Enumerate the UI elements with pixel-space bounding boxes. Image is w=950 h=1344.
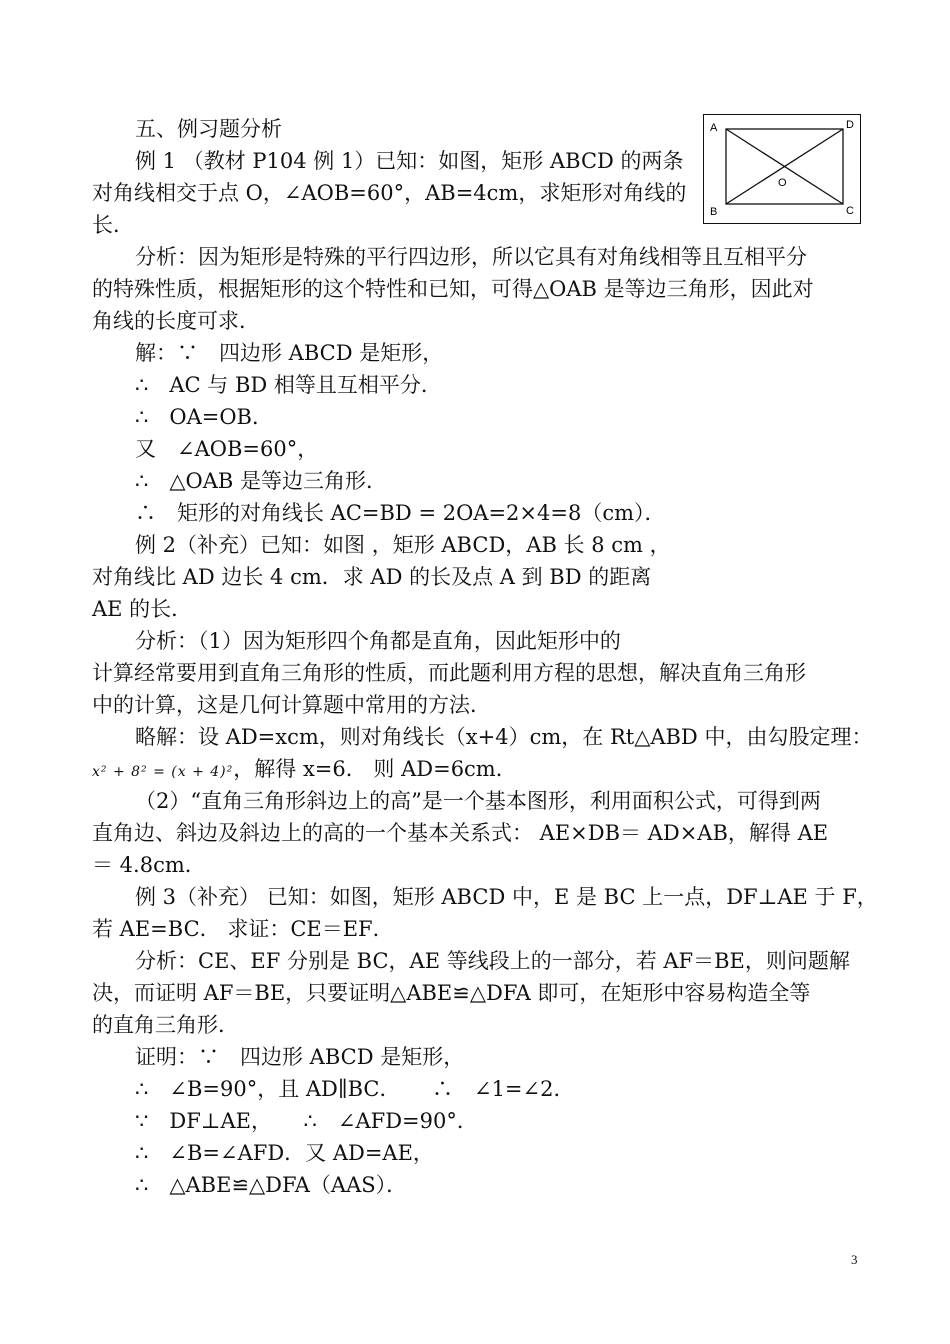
- vertex-label-c: C: [846, 205, 854, 217]
- equation-formula: x² + 8² = (x + 4)²: [92, 764, 234, 780]
- solution-step: ∴ △OAB 是等边三角形．: [135, 469, 387, 493]
- equation-line: [92, 754, 517, 787]
- vertex-label-b: B: [710, 206, 718, 218]
- text-line: 的特殊性质，根据矩形的这个特性和已知，可得△OAB 是等边三角形，因此对: [92, 277, 814, 301]
- analysis-paragraph: 分析：CE、EF 分别是 BC，AE 等线段上的一部分，若 AF＝BE，则问题解: [135, 949, 850, 973]
- figure-frame: [704, 115, 861, 224]
- solution-step: ∴ 矩形的对角线长 AC=BD = 2OA=2×4=8（cm）．: [135, 501, 666, 525]
- text-line: 中的计算，这是几何计算题中常用的方法．: [92, 693, 491, 717]
- center-label-o: O: [778, 177, 787, 189]
- proof-step: ∴ △ABE≌△DFA（AAS）．: [135, 1173, 408, 1197]
- text-line: 角线的长度可求．: [92, 309, 260, 333]
- solution-step: 解：∵ 四边形 ABCD 是矩形，: [135, 341, 444, 365]
- proof-step: 证明：∵ 四边形 ABCD 是矩形，: [135, 1045, 465, 1069]
- text-line: ＝ 4.8cm．: [92, 853, 206, 877]
- text-line: 的直角三角形．: [92, 1013, 239, 1037]
- solution-step: ∴ OA=OB．: [135, 405, 273, 429]
- proof-step: ∵ DF⊥AE， ∴ ∠AFD=90°．: [135, 1109, 478, 1133]
- text-line: 决，而证明 AF＝BE，只要证明△ABE≌△DFA 即可，在矩形中容易构造全等: [92, 981, 811, 1005]
- rectangle-diagram: [703, 114, 861, 224]
- section-heading: 五、例习题分析: [135, 117, 282, 141]
- text-line: 长．: [92, 213, 134, 237]
- equation-result: ，解得 x=6． 则 AD=6cm．: [233, 757, 517, 781]
- vertex-label-a: A: [710, 122, 718, 134]
- text-line: 计算经常要用到直角三角形的性质，而此题利用方程的思想，解决直角三角形: [92, 661, 806, 685]
- text-line: 对角线相交于点 O，∠AOB=60°，AB=4cm，求矩形对角线的: [92, 181, 687, 205]
- part-2-paragraph: （2）“直角三角形斜边上的高”是一个基本图形，利用面积公式，可得到两: [135, 789, 821, 813]
- proof-step: ∴ ∠B=∠AFD．又 AD=AE，: [135, 1141, 434, 1165]
- text-line: 直角边、斜边及斜边上的高的一个基本关系式： AE×DB＝ AD×AB，解得 AE: [92, 821, 829, 845]
- text-line: AE 的长．: [92, 597, 193, 621]
- solution-step: ∴ AC 与 BD 相等且互相平分．: [135, 373, 442, 397]
- solution-step: 又 ∠AOB=60°，: [135, 437, 319, 461]
- text-line: 若 AE=BC． 求证：CE＝EF．: [92, 917, 394, 941]
- brief-solution: 略解：设 AD=xcm，则对角线长（x+4）cm，在 Rt△ABD 中，由勾股定理：: [135, 725, 873, 749]
- example-2-title: 例 2（补充）已知：如图 ，矩形 ABCD，AB 长 8 cm ，: [135, 533, 671, 557]
- example-3-title: 例 3（补充） 已知：如图，矩形 ABCD 中，E 是 BC 上一点，DF⊥AE 于 F，: [135, 885, 878, 909]
- analysis-paragraph: 分析：因为矩形是特殊的平行四边形，所以它具有对角线相等且互相平分: [135, 245, 807, 269]
- page-number: 3: [851, 1252, 858, 1267]
- example-1-title: 例 1 （教材 P104 例 1）已知：如图，矩形 ABCD 的两条: [135, 149, 684, 173]
- analysis-paragraph: 分析：（1）因为矩形四个角都是直角，因此矩形中的: [135, 629, 621, 653]
- vertex-label-d: D: [846, 119, 854, 131]
- text-line: 对角线比 AD 边长 4 cm．求 AD 的长及点 A 到 BD 的距离: [92, 565, 652, 589]
- proof-step: ∴ ∠B=90°，且 AD∥BC． ∴ ∠1=∠2．: [135, 1077, 575, 1101]
